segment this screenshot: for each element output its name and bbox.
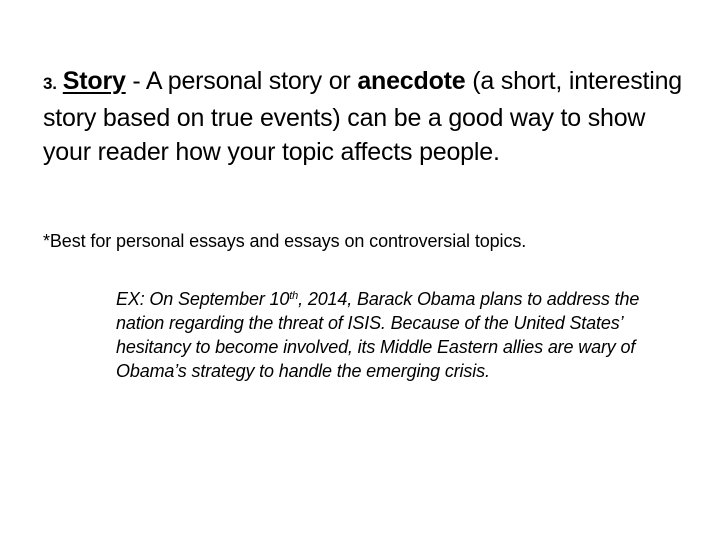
- anecdote-term: anecdote: [357, 67, 466, 95]
- story-separator: - A personal story or: [125, 67, 358, 95]
- story-term: Story: [62, 67, 126, 95]
- best-use-note: *Best for personal essays and essays on controversial topics.: [43, 231, 527, 251]
- item-number: 3.: [43, 74, 57, 93]
- example-text-end: , 2014, Barack Obama plans to address the nation regarding the threat of ISIS. Because of the United States’ hesitancy to become involved, its Middle Eastern allies are wary of Obama’s strategy to handle the emerging crisis.: [116, 289, 640, 381]
- example-paragraph: [116, 287, 691, 383]
- story-strategy-paragraph: [43, 64, 683, 169]
- anecdote-definition: (a short, interesting story based on true events) can be a good way to show your reader how your topic affects people.: [43, 67, 683, 166]
- example-text-start: EX: On September 10: [116, 289, 290, 309]
- ordinal-suffix: th: [289, 290, 299, 302]
